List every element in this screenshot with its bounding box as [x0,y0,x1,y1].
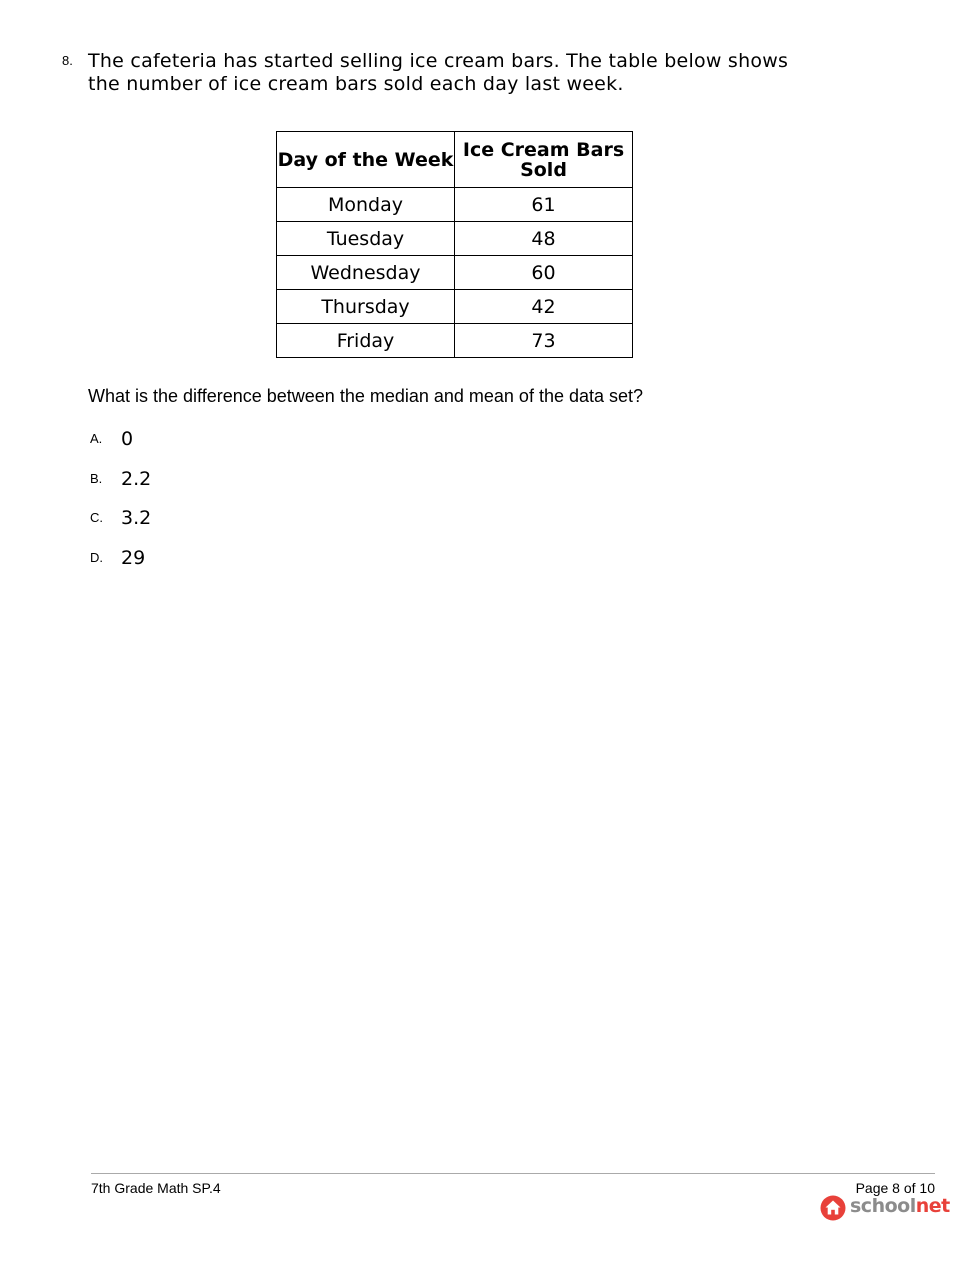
choice-letter: B. [90,471,103,486]
choice-letter: D. [90,550,103,565]
footer-page-number: Page 8 of 10 [855,1180,935,1196]
choice-value: 3.2 [121,507,152,529]
sold-cell: 73 [455,324,633,358]
table-header-row [277,132,633,188]
day-cell: Friday [277,324,455,358]
logo-wordmark [850,1195,950,1217]
choice-value: 2.2 [121,468,152,490]
choice-value: 29 [121,547,146,569]
sold-cell: 42 [455,290,633,324]
logo-wordmark-school: school [850,1195,916,1217]
question-stem-line: The cafeteria has started selling ice cream bars. The table below shows [88,50,789,72]
question-prompt: What is the difference between the median and mean of the data set? [88,386,644,406]
question-stem [88,50,848,96]
choice-letter: A. [90,431,103,446]
table-row [277,256,633,290]
table-row [277,324,633,358]
schoolnet-logo [820,1194,950,1222]
sold-cell: 60 [455,256,633,290]
choice-letter: C. [90,510,103,525]
choice-value: 0 [121,428,134,450]
table-header-sold: Ice Cream Bars Sold [455,132,633,188]
day-cell: Wednesday [277,256,455,290]
question-stem-line: the number of ice cream bars sold each day last week. [88,73,624,95]
sold-cell: 48 [455,222,633,256]
day-cell: Thursday [277,290,455,324]
footer-divider [91,1173,935,1174]
day-cell: Monday [277,188,455,222]
table-row [277,222,633,256]
house-icon [820,1195,846,1221]
question-number: 8. [62,53,73,68]
table-header-day: Day of the Week [277,132,455,188]
table-row [277,188,633,222]
sold-cell: 61 [455,188,633,222]
sales-table [276,131,633,358]
table-row [277,290,633,324]
logo-wordmark-net: net [915,1195,950,1217]
footer-course-title: 7th Grade Math SP.4 [91,1180,221,1196]
day-cell: Tuesday [277,222,455,256]
